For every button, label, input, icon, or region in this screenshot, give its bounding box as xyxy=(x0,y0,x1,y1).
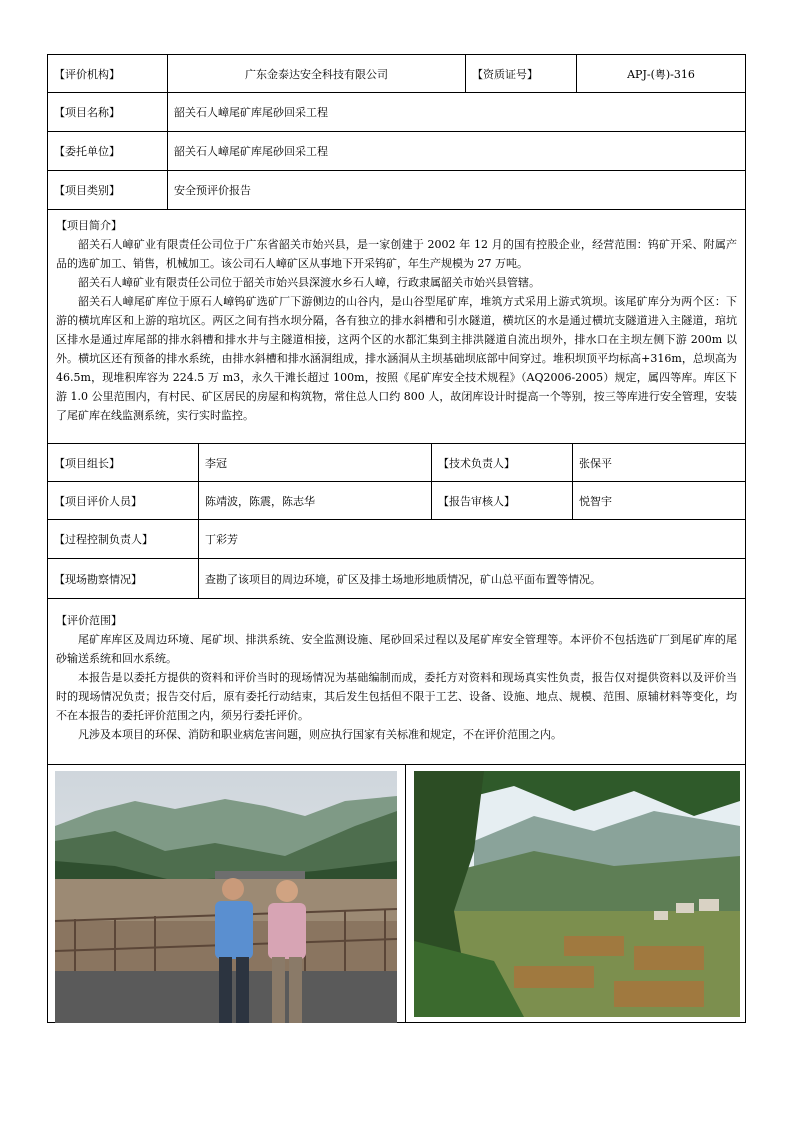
scope-paragraph: 本报告是以委托方提供的资料和评价当时的现场情况为基础编制而成，委托方对资料和现场真实性负责，报告仅对提供资料以及评价当时的现场情况负责；报告交付后，原有委托行动结束，其后发生包括但不限于工艺、设备、设施、地点、规模、范围、原辅材料等变化，均不在本报告的委托评价范围之内，须另行委托评价。 xyxy=(56,671,737,722)
photo-cell-right xyxy=(405,765,745,1022)
cert-value: APJ-(粤)-316 xyxy=(576,55,745,92)
site-value: 查勘了该项目的周边环境，矿区及排土场地形地质情况，矿山总平面布置等情况。 xyxy=(198,559,745,598)
site-label: 【现场勘察情况】 xyxy=(54,572,142,586)
evaluation-scope xyxy=(48,599,745,765)
intro-paragraph: 韶关石人嶂矿业有限责任公司位于韶关市始兴县深渡水乡石人嶂，行政隶属韶关市始兴县管辖。 xyxy=(78,276,540,289)
org-label: 【评价机构】 xyxy=(54,67,120,81)
site-photos xyxy=(48,765,745,1022)
evaluators-row xyxy=(48,482,745,520)
client-row xyxy=(48,132,745,171)
client-label: 【委托单位】 xyxy=(54,145,120,158)
photo-cell-left xyxy=(48,765,405,1022)
cert-label: 【资质证号】 xyxy=(465,55,576,92)
intro-paragraph: 韶关石人嶂尾矿库位于原石人嶂钨矿选矿厂下游侧边的山谷内，是山谷型尾矿库，堆筑方式采用上游式筑坝。该尾矿库分为两个区：下游的横坑库区和上游的琯坑区。两区之间有挡水坝分隔，各有独立的排水斜槽和引水隧道，横坑区的水是通过横坑支隧道进入主隧道，琯坑区排水是通过库尾部的排水斜槽和排水井与主隧道相接，这两个区的水都汇集到主排洪隧道自流出坝外，排水口在主坝左侧下游 200m 以外。横坑区还有预备的排水系统，由排水斜槽和排水涵洞组成，排水涵洞从主坝基础坝底部中间穿过。堆积坝顶平均标高+316m，总坝高为 46.5m，现堆积库容为 224.5 万 m3，永久干滩长超过 100m，按照《尾矿库安全技术规程》（AQ2006-2005）规定，属四等库。库区下游 1.0 公里范围内，有村民、矿区居民的房屋和构筑物，常住总人口约 800 人，故闭库设计时提高一个等别，按三等库进行安全管理，安装了尾矿库在线监测系统，实行实时监控。 xyxy=(56,295,737,422)
project-name-label: 【项目名称】 xyxy=(54,106,120,119)
intro-heading: 【项目简介】 xyxy=(56,219,122,232)
leader-label: 【项目组长】 xyxy=(54,456,120,470)
reviewer-label: 【报告审核人】 xyxy=(431,482,572,519)
evaluators-label: 【项目评价人员】 xyxy=(54,494,142,508)
project-intro xyxy=(48,210,745,444)
project-name-row xyxy=(48,93,745,132)
client-value: 韶关石人嶂尾矿库尾砂回采工程 xyxy=(167,132,745,170)
category-value: 安全预评价报告 xyxy=(167,171,745,209)
tech-value: 张保平 xyxy=(572,444,745,481)
process-label: 【过程控制负责人】 xyxy=(54,533,153,546)
process-row xyxy=(48,520,745,559)
reviewer-value: 悦智宇 xyxy=(572,482,745,519)
site-photo-tailings-dam xyxy=(55,771,397,1023)
evaluators-value: 陈靖波，陈震，陈志华 xyxy=(198,482,431,519)
scope-heading: 【评价范围】 xyxy=(56,614,122,627)
leader-row xyxy=(48,444,745,482)
intro-paragraph: 韶关石人嶂矿业有限责任公司位于广东省韶关市始兴县，是一家创建于 2002 年 12 月的国有控股企业，经营范围：钨矿开采、附属产品的选矿加工、销售，机械加工。该公司石人嶂矿区从事地下开采钨矿，年生产规模为 27 万吨。 xyxy=(56,238,737,270)
category-label: 【项目类别】 xyxy=(54,184,120,197)
project-name-value: 韶关石人嶂尾矿库尾砂回采工程 xyxy=(167,93,745,131)
org-row xyxy=(48,55,745,93)
category-row xyxy=(48,171,745,210)
org-value: 广东金泰达安全科技有限公司 xyxy=(167,55,465,92)
scope-paragraph: 尾矿库库区及周边环境、尾矿坝、排洪系统、安全监测设施、尾砂回采过程以及尾矿库安全管理等。本评价不包括选矿厂到尾矿库的尾砂输送系统和回水系统。 xyxy=(56,633,737,665)
site-photo-valley-village xyxy=(414,771,740,1017)
leader-value: 李冠 xyxy=(198,444,431,481)
process-value: 丁彩芳 xyxy=(198,520,745,558)
scope-paragraph: 凡涉及本项目的环保、消防和职业病危害问题，则应执行国家有关标准和规定，不在评价范围之内。 xyxy=(78,728,562,741)
tech-label: 【技术负责人】 xyxy=(431,444,572,481)
site-row xyxy=(48,559,745,599)
report-form xyxy=(47,54,746,1023)
